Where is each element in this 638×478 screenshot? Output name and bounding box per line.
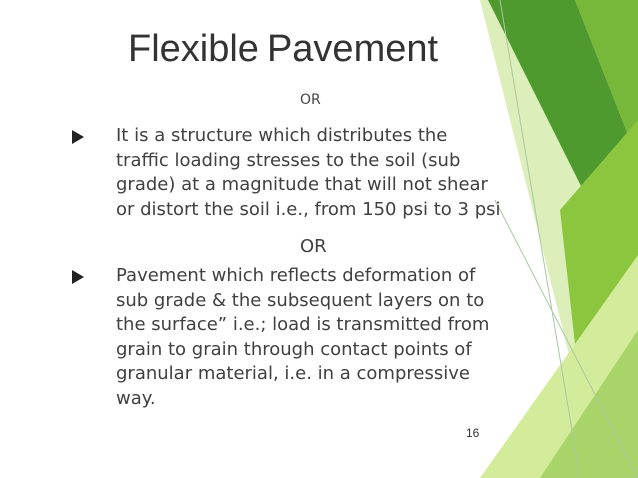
title-word-pavement: Pavement — [266, 28, 439, 70]
slide-title — [128, 28, 446, 71]
or-separator: OR — [300, 236, 327, 257]
bullet-text-1: It is a structure which distributes the traffic loading stresses to the soil (sub grade) at a magnitude that will not shear or distort the soil i.e., from 150 psi to 3 psi — [116, 125, 501, 220]
bullet-arrow-icon — [72, 130, 84, 144]
or-small-label: OR — [300, 92, 321, 108]
page-number: 16 — [466, 426, 480, 440]
bullet-text-2: Pavement which reflects deformation of sub grade & the subsequent layers on to the surface” i.e.; load is transmitted from grain to grain through contact points of granular material, i.e. in a compressive way. — [116, 265, 490, 409]
title-word-flexible: Flexible — [128, 28, 259, 70]
bullet-arrow-icon — [72, 270, 84, 284]
